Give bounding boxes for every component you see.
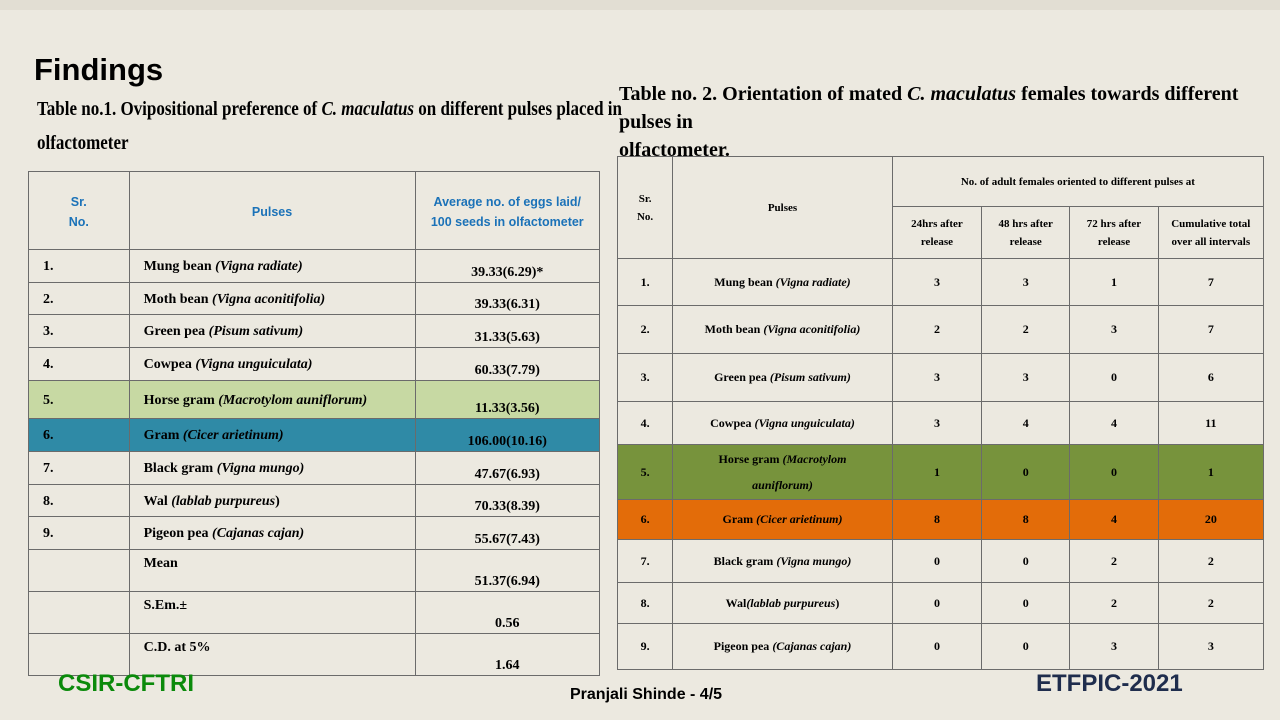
sr-cell: 4. — [29, 348, 130, 381]
pulse-cell: Cowpea (Vigna unguiculata) — [673, 402, 893, 445]
sr-cell: 9. — [618, 624, 673, 670]
table-row-highlight-teal — [29, 419, 600, 452]
sr-cell: 6. — [29, 419, 130, 452]
value-cell: 39.33(6.29)* — [415, 250, 599, 283]
table-row — [618, 583, 1264, 624]
count-cell: 0 — [892, 583, 981, 624]
value-cell: 106.00(10.16) — [415, 419, 599, 452]
count-cell: 4 — [1070, 402, 1158, 445]
pulse-cell: Horse gram (Macrotylom auniflorum) — [129, 381, 415, 419]
sr-cell: 2. — [618, 306, 673, 354]
pulse-cell: Black gram (Vigna mungo) — [673, 540, 893, 583]
table-row — [618, 306, 1264, 354]
total-cell: 3 — [1158, 624, 1263, 670]
table1-header-sr: Sr. No. — [29, 172, 130, 250]
subheader-24hrs: 24hrs after release — [892, 207, 981, 259]
stat-value: 1.64 — [415, 634, 599, 676]
footer-presenter: Pranjali Shinde - 4/5 — [570, 686, 723, 703]
count-cell: 3 — [1070, 306, 1158, 354]
sr-cell: 3. — [29, 315, 130, 348]
table-row — [29, 250, 600, 283]
count-cell: 2 — [892, 306, 981, 354]
total-cell: 7 — [1158, 306, 1263, 354]
table-row — [618, 259, 1264, 306]
value-cell: 70.33(8.39) — [415, 485, 599, 517]
table-row — [618, 354, 1264, 402]
pulse-cell: Moth bean (Vigna aconitifolia) — [129, 283, 415, 315]
table-row — [618, 540, 1264, 583]
stat-row-sem — [29, 592, 600, 634]
count-cell: 3 — [1070, 624, 1158, 670]
table2-header-pulses: Pulses — [673, 157, 893, 259]
value-cell: 60.33(7.79) — [415, 348, 599, 381]
table2 — [617, 156, 1264, 670]
total-cell: 6 — [1158, 354, 1263, 402]
footer-institute-logo-text: CSIR-CFTRI — [58, 670, 194, 697]
count-cell: 3 — [892, 354, 981, 402]
pulse-cell: Cowpea (Vigna unguiculata) — [129, 348, 415, 381]
count-cell: 0 — [982, 624, 1070, 670]
count-cell: 8 — [892, 500, 981, 540]
sr-cell: 1. — [29, 250, 130, 283]
sr-cell: 4. — [618, 402, 673, 445]
table-row-highlight-green — [29, 381, 600, 419]
pulse-cell: Wal (lablab purpureus) — [129, 485, 415, 517]
table-row — [29, 485, 600, 517]
sr-cell: 8. — [29, 485, 130, 517]
count-cell: 0 — [892, 540, 981, 583]
pulse-cell: Pigeon pea (Cajanas cajan) — [129, 517, 415, 550]
pulse-cell: Green pea (Pisum sativum) — [129, 315, 415, 348]
total-cell: 20 — [1158, 500, 1263, 540]
table1-header-pulses: Pulses — [129, 172, 415, 250]
table-row — [29, 283, 600, 315]
table-row — [618, 624, 1264, 670]
count-cell: 0 — [982, 540, 1070, 583]
count-cell: 1 — [892, 445, 981, 500]
count-cell: 0 — [1070, 354, 1158, 402]
value-cell: 31.33(5.63) — [415, 315, 599, 348]
stat-value: 51.37(6.94) — [415, 550, 599, 592]
table2-header-row — [618, 157, 1264, 207]
pulse-cell: Pigeon pea (Cajanas cajan) — [673, 624, 893, 670]
total-cell: 2 — [1158, 583, 1263, 624]
value-cell: 55.67(7.43) — [415, 517, 599, 550]
pulse-cell: Mung bean (Vigna radiate) — [129, 250, 415, 283]
pulse-cell: Gram (Cicer arietinum) — [673, 500, 893, 540]
table-row — [618, 402, 1264, 445]
pulse-cell: Moth bean (Vigna aconitifolia) — [673, 306, 893, 354]
pulse-cell: Horse gram (Macrotylom auniflorum) — [673, 445, 893, 500]
sr-cell: 3. — [618, 354, 673, 402]
sr-cell: 1. — [618, 259, 673, 306]
total-cell: 11 — [1158, 402, 1263, 445]
subheader-48hrs: 48 hrs after release — [982, 207, 1070, 259]
table1-caption: Table no.1. Ovipositional preference of C. maculatus on different pulses placed in olfactometer — [37, 98, 622, 154]
total-cell: 1 — [1158, 445, 1263, 500]
count-cell: 1 — [1070, 259, 1158, 306]
table-row-highlight-olive — [618, 445, 1264, 500]
table1-header-average: Average no. of eggs laid/ 100 seeds in olfactometer — [415, 172, 599, 250]
table1 — [28, 171, 600, 676]
count-cell: 4 — [1070, 500, 1158, 540]
sr-cell: 7. — [618, 540, 673, 583]
value-cell: 39.33(6.31) — [415, 283, 599, 315]
table2-header-group: No. of adult females oriented to different pulses at — [892, 157, 1263, 207]
value-cell: 47.67(6.93) — [415, 452, 599, 485]
count-cell: 0 — [1070, 445, 1158, 500]
table-row — [29, 452, 600, 485]
table2-header-sr: Sr. No. — [618, 157, 673, 259]
pulse-cell: Wal(lablab purpureus) — [673, 583, 893, 624]
slide-title: Findings — [34, 52, 164, 87]
sr-cell: 8. — [618, 583, 673, 624]
total-cell: 2 — [1158, 540, 1263, 583]
table-row — [29, 517, 600, 550]
sr-cell: 2. — [29, 283, 130, 315]
table2-caption: Table no. 2. Orientation of mated C. maculatus females towards different pulses in olfactometer. — [619, 83, 1239, 161]
stat-label: S.Em.± — [129, 592, 415, 634]
count-cell: 8 — [982, 500, 1070, 540]
sr-cell: 6. — [618, 500, 673, 540]
count-cell: 4 — [982, 402, 1070, 445]
count-cell: 2 — [982, 306, 1070, 354]
top-band — [0, 0, 1280, 10]
subheader-cumulative: Cumulative total over all intervals — [1158, 207, 1263, 259]
table-row — [29, 348, 600, 381]
table-row-highlight-orange — [618, 500, 1264, 540]
sr-cell: 7. — [29, 452, 130, 485]
sr-cell: 9. — [29, 517, 130, 550]
pulse-cell: Green pea (Pisum sativum) — [673, 354, 893, 402]
count-cell: 3 — [982, 354, 1070, 402]
table-row — [29, 315, 600, 348]
count-cell: 2 — [1070, 583, 1158, 624]
total-cell: 7 — [1158, 259, 1263, 306]
count-cell: 3 — [892, 259, 981, 306]
pulse-cell: Black gram (Vigna mungo) — [129, 452, 415, 485]
count-cell: 0 — [982, 583, 1070, 624]
stat-value: 0.56 — [415, 592, 599, 634]
count-cell: 3 — [982, 259, 1070, 306]
count-cell: 3 — [892, 402, 981, 445]
sr-cell: 5. — [29, 381, 130, 419]
stat-row-mean — [29, 550, 600, 592]
count-cell: 2 — [1070, 540, 1158, 583]
value-cell: 11.33(3.56) — [415, 381, 599, 419]
subheader-72hrs: 72 hrs after release — [1070, 207, 1158, 259]
pulse-cell: Mung bean (Vigna radiate) — [673, 259, 893, 306]
table1-header-row — [29, 172, 600, 250]
stat-label: C.D. at 5% — [129, 634, 415, 676]
footer-conference: ETFPIC-2021 — [1036, 670, 1183, 697]
stat-label: Mean — [129, 550, 415, 592]
count-cell: 0 — [982, 445, 1070, 500]
pulse-cell: Gram (Cicer arietinum) — [129, 419, 415, 452]
sr-cell: 5. — [618, 445, 673, 500]
count-cell: 0 — [892, 624, 981, 670]
